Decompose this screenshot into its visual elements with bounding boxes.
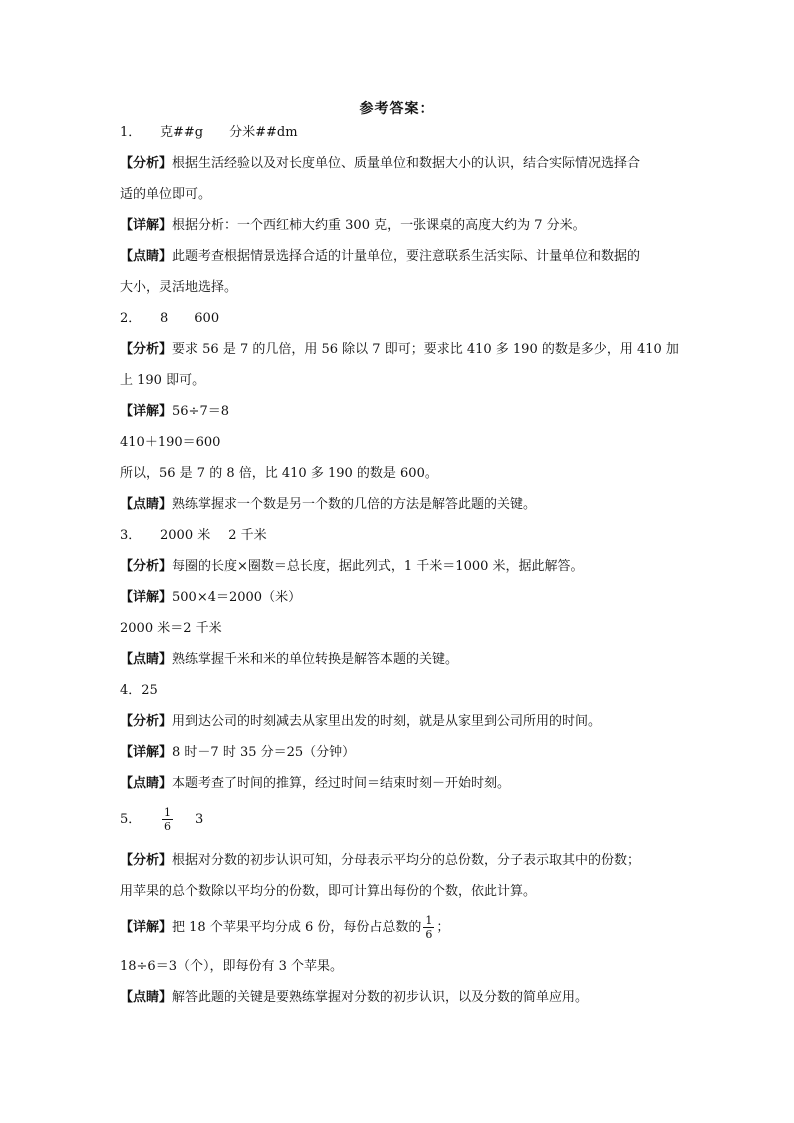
detail-tag: 【详解】 bbox=[120, 590, 173, 605]
q5-analysis bbox=[120, 852, 640, 870]
analysis-tag: 【分析】 bbox=[120, 342, 173, 357]
q4-comment-text: 本题考查了时间的推算，经过时间＝结束时刻－开始时刻。 bbox=[172, 776, 511, 791]
q3-detail-text: 500×4＝2000（米） bbox=[172, 590, 302, 605]
q5-answer-2: 3 bbox=[195, 812, 204, 827]
comment-tag: 【点睛】 bbox=[120, 652, 173, 667]
q3-comment bbox=[120, 651, 458, 669]
q1-comment-text: 此题考查根据情景选择合适的计量单位，要注意联系生活实际、计量单位和数据的 bbox=[172, 249, 641, 264]
fraction-numerator: 1 bbox=[425, 914, 433, 927]
q3-number: 3． bbox=[120, 528, 142, 543]
q1-comment bbox=[120, 248, 640, 266]
q2-answer-line bbox=[120, 310, 219, 328]
q5-detail-text: 把 18 个苹果平均分成 6 份，每份占总数的 bbox=[172, 920, 422, 935]
q4-analysis-text: 用到达公司的时刻减去从家里出发的时刻，就是从家里到公司所用的时间。 bbox=[172, 714, 602, 729]
fraction-numerator: 1 bbox=[164, 806, 171, 819]
detail-tag: 【详解】 bbox=[120, 404, 173, 419]
q2-detail-line-3: 所以，56 是 7 的 8 倍，比 410 多 190 的数是 600。 bbox=[120, 466, 438, 481]
q3-detail bbox=[120, 589, 301, 607]
q3-detail-line-2: 2000 米＝2 千米 bbox=[120, 621, 222, 636]
q2-answer-1: 8 bbox=[160, 311, 169, 326]
q3-answer-line bbox=[120, 527, 267, 545]
q5-detail-line-2: 18÷6＝3（个），即每份有 3 个苹果。 bbox=[120, 959, 344, 974]
q1-comment-cont: 大小，灵活地选择。 bbox=[120, 280, 238, 295]
q5-analysis-text: 根据对分数的初步认识可知，分母表示平均分的总份数，分子表示取其中的份数； bbox=[172, 853, 641, 868]
page-title: 参考答案： bbox=[359, 101, 435, 117]
q1-answer-1: 克##g bbox=[160, 125, 204, 140]
q1-analysis-cont: 适的单位即可。 bbox=[120, 187, 212, 202]
q2-analysis-text: 要求 56 是 7 的几倍，用 56 除以 7 即可；要求比 410 多 190 的数是多少，用 410 加 bbox=[172, 342, 679, 357]
analysis-tag: 【分析】 bbox=[120, 853, 173, 868]
comment-tag: 【点睛】 bbox=[120, 776, 173, 791]
q5-detail bbox=[120, 914, 449, 941]
q4-comment bbox=[120, 775, 510, 793]
q5-detail-end: ； bbox=[436, 920, 450, 935]
q5-comment bbox=[120, 989, 588, 1007]
analysis-tag: 【分析】 bbox=[120, 156, 173, 171]
q1-detail-text: 根据分析：一个西红柿大约重 300 克，一张课桌的高度大约为 7 分米。 bbox=[172, 218, 586, 233]
q3-comment-text: 熟练掌握千米和米的单位转换是解答本题的关键。 bbox=[172, 652, 459, 667]
q1-detail bbox=[120, 217, 586, 235]
detail-tag: 【详解】 bbox=[120, 745, 173, 760]
q5-detail-fraction bbox=[423, 914, 434, 941]
q1-number: 1． bbox=[120, 125, 142, 140]
analysis-tag: 【分析】 bbox=[120, 559, 173, 574]
q1-answer-2: 分米##dm bbox=[229, 125, 298, 140]
q5-answer-fraction bbox=[162, 806, 173, 833]
q2-detail-text: 56÷7＝8 bbox=[172, 404, 229, 419]
q2-analysis-cont: 上 190 即可。 bbox=[120, 373, 206, 388]
q5-comment-text: 解答此题的关键是要熟练掌握对分数的初步认识，以及分数的简单应用。 bbox=[172, 990, 589, 1005]
q3-answer-1: 2000 米 bbox=[160, 528, 211, 543]
q4-detail-text: 8 时－7 时 35 分＝25（分钟） bbox=[172, 745, 356, 760]
analysis-tag: 【分析】 bbox=[120, 714, 173, 729]
q4-analysis bbox=[120, 713, 601, 731]
q2-number: 2． bbox=[120, 311, 142, 326]
q1-analysis bbox=[120, 155, 640, 173]
q5-number: 5． bbox=[120, 812, 142, 827]
comment-tag: 【点睛】 bbox=[120, 497, 173, 512]
q2-detail bbox=[120, 403, 229, 421]
q1-analysis-text: 根据生活经验以及对长度单位、质量单位和数据大小的认识，结合实际情况选择合 bbox=[172, 156, 641, 171]
fraction-denominator: 6 bbox=[164, 820, 171, 833]
fraction-denominator: 6 bbox=[425, 928, 433, 941]
q5-analysis-cont: 用苹果的总个数除以平均分的份数，即可计算出每份的个数，依此计算。 bbox=[120, 884, 537, 899]
q4-detail bbox=[120, 744, 355, 762]
comment-tag: 【点睛】 bbox=[120, 249, 173, 264]
q5-answer-line bbox=[120, 806, 203, 833]
detail-tag: 【详解】 bbox=[120, 920, 173, 935]
q2-comment bbox=[120, 496, 536, 514]
comment-tag: 【点睛】 bbox=[120, 990, 173, 1005]
q3-answer-2: 2 千米 bbox=[228, 528, 267, 543]
q4-answer-line: 4．25 bbox=[120, 683, 158, 698]
detail-tag: 【详解】 bbox=[120, 218, 173, 233]
q2-analysis bbox=[120, 341, 679, 359]
q1-answer-line bbox=[120, 124, 298, 142]
q3-analysis bbox=[120, 558, 584, 576]
q2-detail-line-2: 410＋190＝600 bbox=[120, 435, 221, 450]
q2-answer-2: 600 bbox=[194, 311, 220, 326]
q2-comment-text: 熟练掌握求一个数是另一个数的几倍的方法是解答此题的关键。 bbox=[172, 497, 537, 512]
q3-analysis-text: 每圈的长度×圈数＝总长度，据此列式，1 千米＝1000 米，据此解答。 bbox=[172, 559, 584, 574]
